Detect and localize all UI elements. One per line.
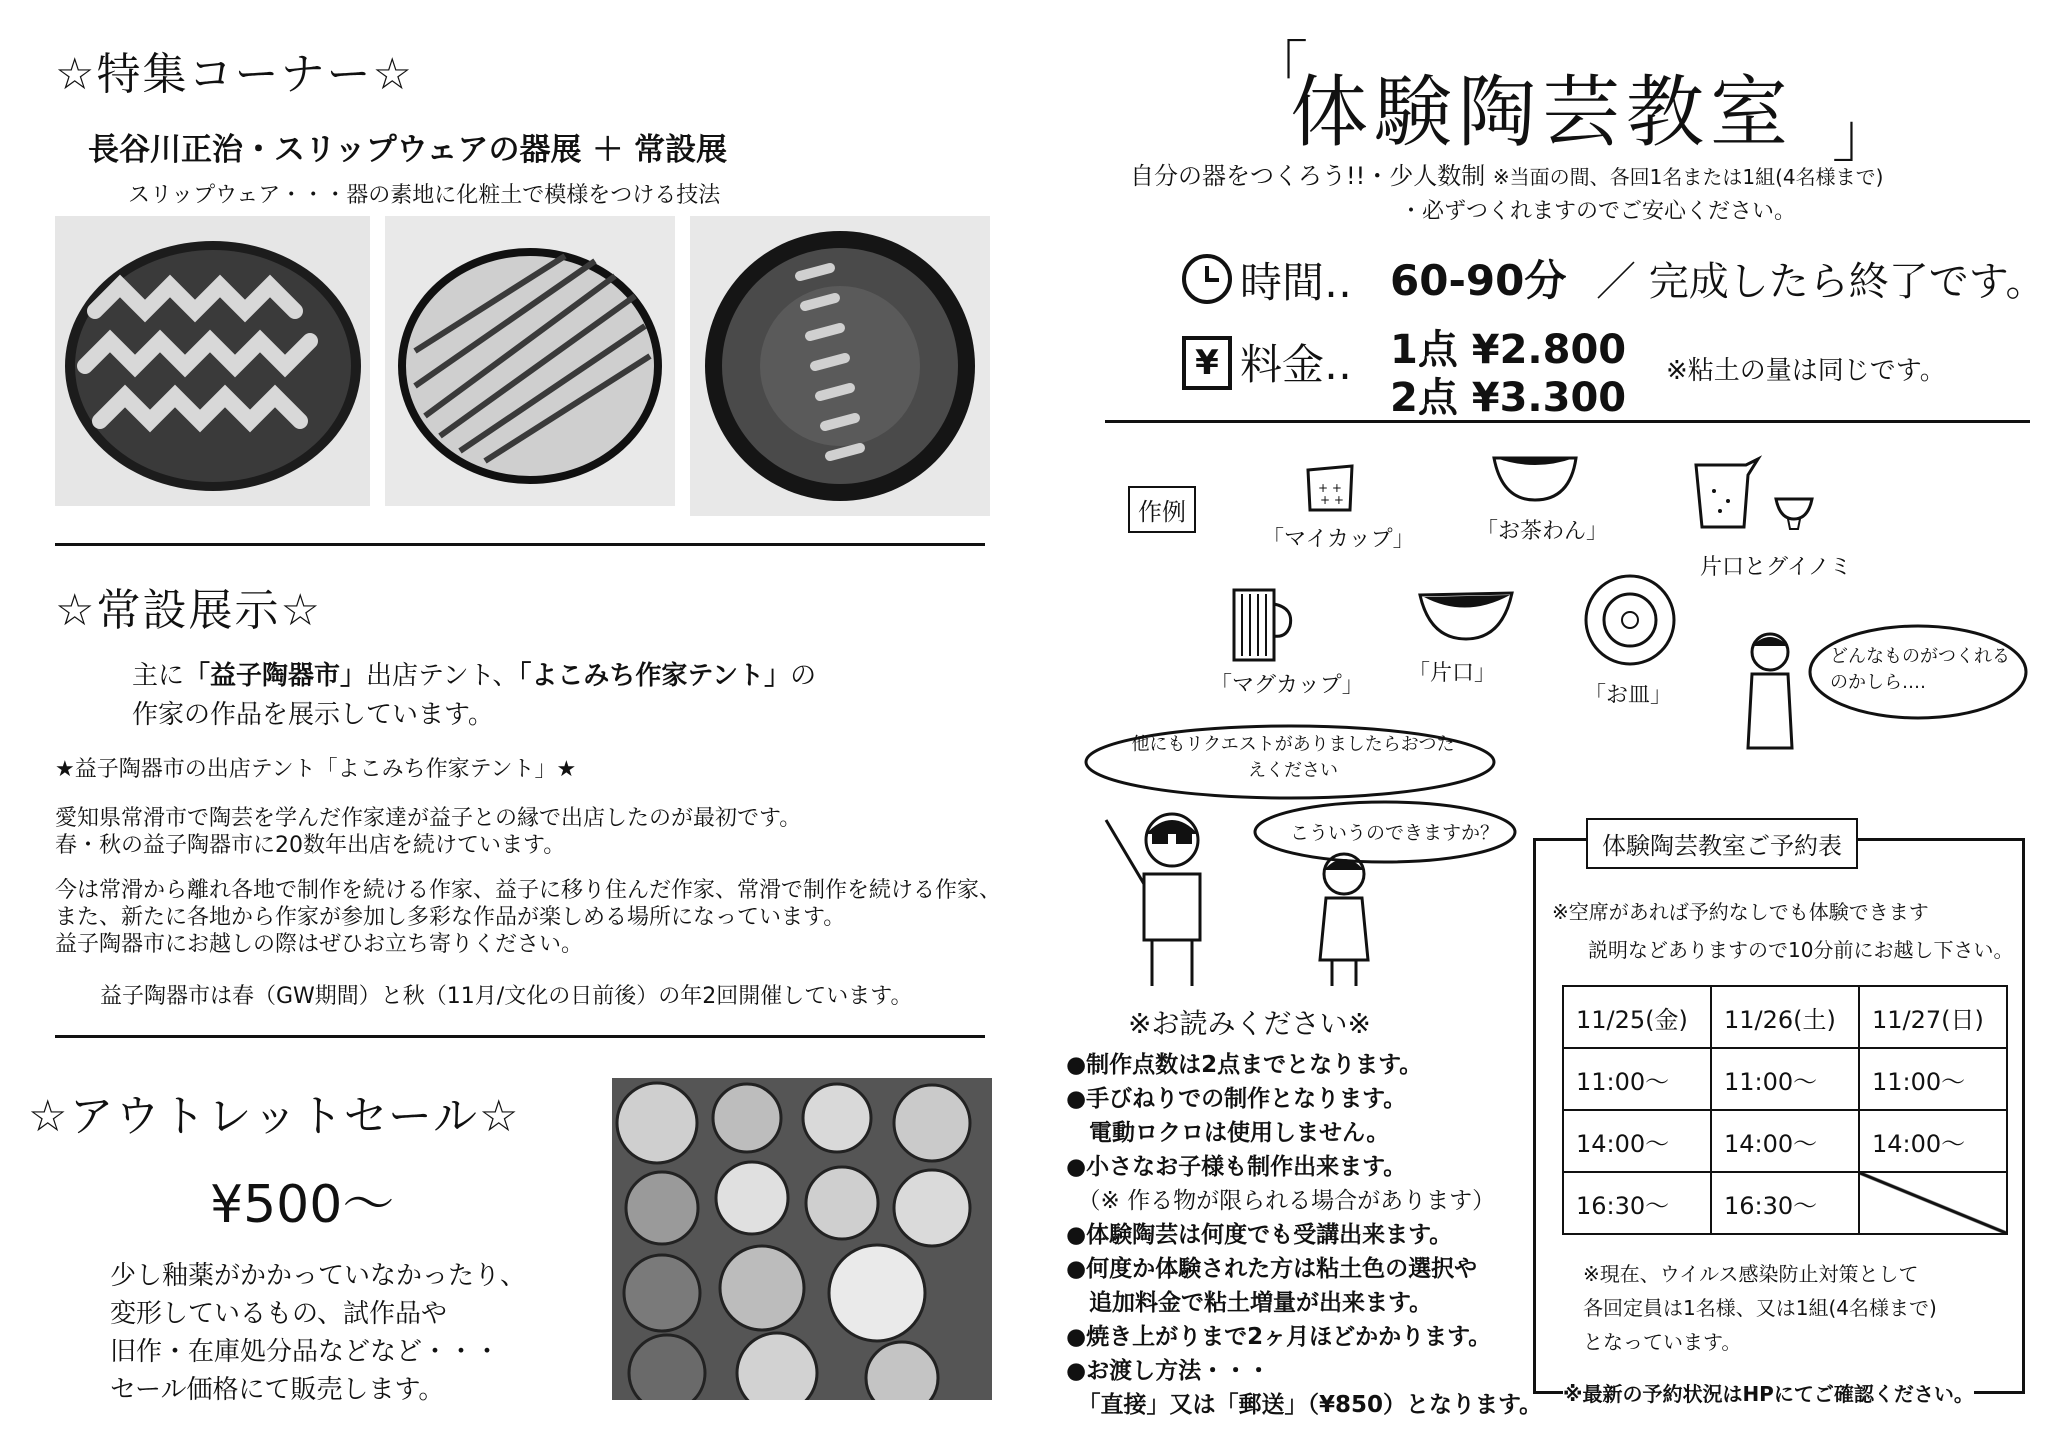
chawan-icon [1490,450,1580,506]
title-bracket-close: 」 [1832,101,1892,171]
katakuchi-icon [1416,585,1516,645]
feature-subtitle: 長谷川正治・スリップウェアの器展 ＋ 常設展 [88,132,728,168]
tagline [1130,156,1883,191]
svg-text:+ +: + + [1320,493,1344,507]
my-cup-label: 「マイカップ」 [1262,527,1415,552]
note-item: 電動ロクロは使用しません。 [1066,1120,1390,1146]
plate-label: 「お皿」 [1584,683,1673,708]
katakuchi-guinomi-label: 片口とグイノミ [1700,555,1852,580]
fee-note: ※粘土の量は同じです。 [1666,356,1946,386]
date-cell: 11/27(日) [1859,986,2007,1048]
permanent-intro [132,658,816,694]
reservation-title: 体験陶芸教室ご予約表 [1586,818,1858,869]
intro-text: 出店テント、 [366,661,519,691]
tent-paragraph-1-line-2: 春・秋の益子陶器市に20数年出店を続けています。 [55,833,566,858]
virus-note-2: 各回定員は1名様、又は1組(4名様まで) [1583,1296,1937,1320]
tent-paragraph-1-line-1: 愛知県常滑市で陶芸を学んだ作家達が益子との縁で出店したのが最初です。 [55,806,802,831]
table-row [1563,1110,2007,1172]
bubble-requests: 他にもリクエストがありましたらおつたえください [1131,734,1455,781]
reservation-footer: ※最新の予約状況はHPにてご確認ください。 [1563,1378,1974,1407]
note-item: （※ 作る物が限られる場合があります） [1066,1188,1496,1214]
table-row [1563,1048,2007,1110]
slot-cell: 11:00～ [1711,1048,1859,1110]
outlet-line-4: セール価格にて販売します。 [110,1375,445,1405]
yen-icon: ¥ [1182,336,1232,390]
slipware-plate-photo-2 [385,216,675,506]
fee-label: 料金‥ [1240,340,1353,389]
virus-note-3: となっています。 [1583,1330,1742,1354]
fee-two-pieces: 2点 ¥3.300 [1390,375,1627,421]
date-cell: 11/25(金) [1563,986,1711,1048]
intro-bold-mashiko: 「益子陶器市」 [184,661,367,691]
mug-icon [1228,584,1298,664]
intro-text: 主に [132,661,185,691]
slot-cell: 14:00～ [1563,1110,1711,1172]
tent-paragraph-2-line-2: また、新たに各地から作家が参加し多彩な作品が楽しめる場所になっています。 [55,905,846,930]
permanent-intro-line2: 作家の作品を展示しています。 [132,700,494,730]
plate-icon [1580,570,1680,670]
feature-caption: スリップウェア・・・器の素地に化粧土で模様をつける技法 [128,183,721,208]
outlet-bowls-photo [612,1078,992,1400]
feature-heading: ☆特集コーナー☆ [55,49,414,100]
slot-cell: 11:00～ [1859,1048,2007,1110]
divider [1105,420,2030,423]
outlet-heading: ☆アウトレットセール☆ [28,1091,521,1142]
katakuchi-guinomi-icon [1690,455,1820,535]
fee-one-piece: 1点 ¥2.800 [1390,327,1627,373]
note-item: 追加料金で粘土増量が出来ます。 [1066,1290,1433,1316]
tagline-2: ・必ずつくれますのでご安心ください。 [1400,199,1797,224]
slot-cell: 14:00～ [1711,1110,1859,1172]
note-item: ●手びねりでの制作となります。 [1066,1086,1407,1112]
divider [55,543,985,546]
time-label: 時間‥ [1240,258,1353,307]
outlet-line-1: 少し釉薬がかかっていなかったり、 [110,1261,527,1291]
mug-label: 「マグカップ」 [1210,673,1364,698]
intro-bold-yokomichi: 「よこみち作家テント」 [518,661,791,691]
reservation-note-2: 説明などありますので10分前にお越し下さい。 [1588,938,2014,962]
woman-illustration [1730,630,1810,760]
tent-paragraph-2-line-1: 今は常滑から離れ各地で制作を続ける作家、益子に移り住んだ作家、常滑で制作を続ける作家、 [55,878,1002,903]
note-item: ●お渡し方法・・・ [1066,1358,1271,1384]
note-item: ●焼き上がりまで2ヶ月ほどかかります。 [1066,1324,1492,1350]
svg-text:+ +: + + [1318,481,1342,495]
time-value: 60-90分 [1390,256,1567,305]
tagline-note: ※当面の間、各回1名または1組(4名様まで) [1492,165,1884,189]
bubble-can-you-make-this: こういうのできますか？ [1290,822,1500,844]
time-suffix: ／ 完成したら終了です。 [1596,259,2046,305]
intro-text: の [790,661,817,691]
slot-cell: 16:30～ [1563,1172,1711,1234]
katakuchi-label: 「片口」 [1408,661,1497,686]
note-item: ●小さなお子様も制作出来ます。 [1066,1154,1407,1180]
reservation-table [1562,985,2008,1235]
slot-cell: 16:30～ [1711,1172,1859,1234]
tent-paragraph-2-line-3: 益子陶器市にお越しの際はぜひお立ち寄りください。 [55,932,584,957]
note-item: 「直接」又は「郵送」（¥850）となります。 [1066,1392,1543,1418]
chawan-label: 「お茶わん」 [1476,519,1609,544]
my-cup-icon [1300,460,1360,516]
reservation-note-1: ※空席があれば予約なしでも体験できます [1552,900,1929,924]
note-item: ●制作点数は2点までとなります。 [1066,1052,1423,1078]
outlet-price: ¥500～ [210,1175,395,1235]
outlet-line-2: 変形しているもの、試作品や [110,1299,447,1329]
table-row [1563,1172,2007,1234]
classroom-title: 体験陶芸教室 [1290,68,1795,158]
notes-heading: ※お読みください※ [1128,1007,1371,1040]
permanent-heading: ☆常設展示☆ [55,585,322,636]
divider [55,1035,985,1038]
tagline-main: 自分の器をつくろう!!・少人数制 [1130,162,1486,190]
slipware-plate-photo-3 [690,216,990,516]
slipware-plate-photo-1 [55,216,370,506]
title-bracket-open: 「 [1248,35,1308,105]
man-illustration [1100,800,1240,990]
date-cell: 11/26(土) [1711,986,1859,1048]
slot-cell-unavailable [1859,1172,2007,1234]
clock-icon [1182,254,1232,304]
slot-cell: 14:00～ [1859,1110,2007,1172]
outlet-line-3: 旧作・在庫処分品などなど・・・ [110,1337,501,1367]
note-item: ●体験陶芸は何度でも受講出来ます。 [1066,1222,1453,1248]
tent-title: ★益子陶器市の出店テント「よこみち作家テント」★ [55,757,577,782]
girl-illustration [1296,850,1386,990]
bubble-what-can-i-make: どんなものがつくれるのかしら‥‥ [1830,646,2010,693]
note-item: ●何度か体験された方は粘土色の選択や [1066,1256,1478,1282]
table-row [1563,986,2007,1048]
virus-note-1: ※現在、ウイルス感染防止対策として [1583,1262,1919,1286]
examples-badge: 作例 [1128,486,1196,533]
notes-list [1066,1048,1542,1422]
slot-cell: 11:00～ [1563,1048,1711,1110]
market-schedule: 益子陶器市は春（GW期間）と秋（11月/文化の日前後）の年2回開催しています。 [100,984,913,1009]
